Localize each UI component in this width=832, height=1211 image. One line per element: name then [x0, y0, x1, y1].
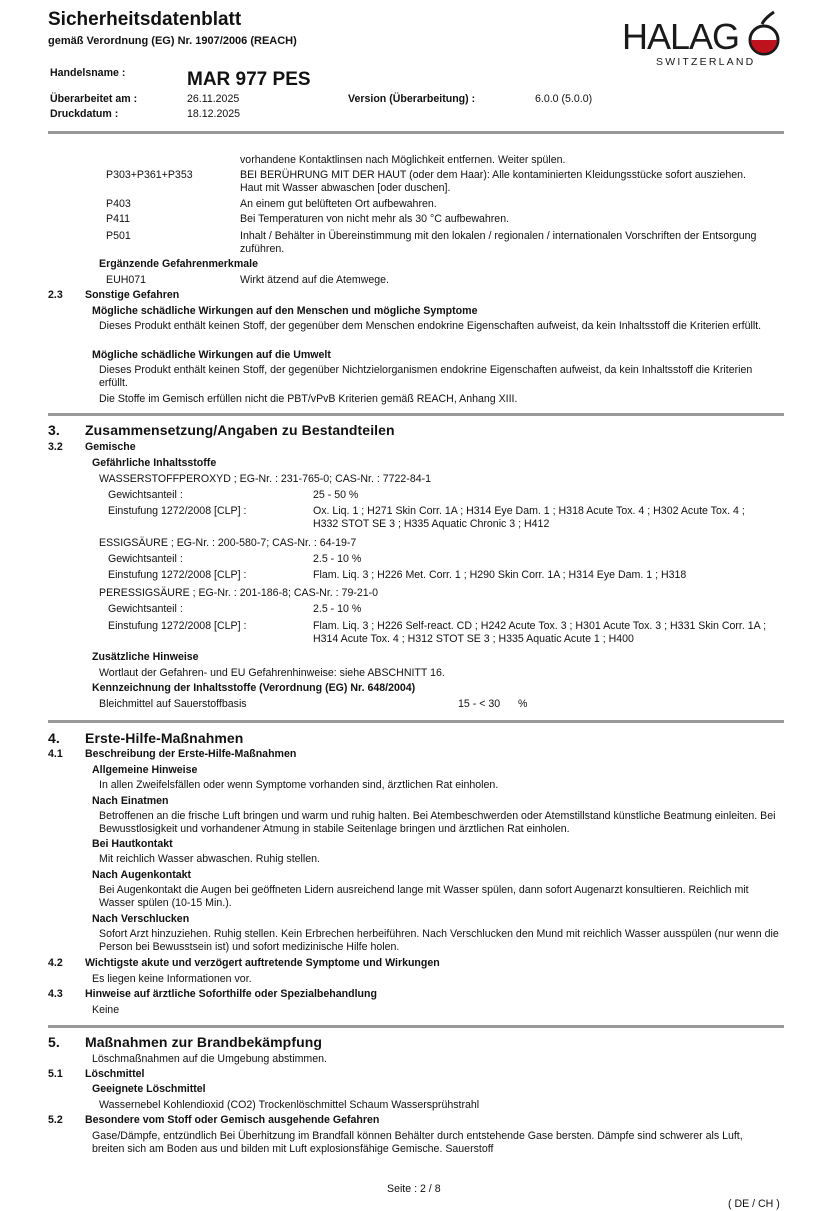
section-number: 4.2	[48, 957, 63, 969]
text-inhalation: Betroffenen an die frische Luft bringen und warm und ruhig halten. Bei Atembeschwerden oder Atemstillstand künstliche Beatmung einleiten. Bei Bewusstlosigkeit und vorhandener Atmung in stabile Seitenlage bringen und ärztlichen Rat einholen.	[99, 810, 776, 835]
section-number: 5.1	[48, 1068, 63, 1080]
section-heading: Besondere vom Stoff oder Gemisch ausgehende Gefahren	[85, 1114, 380, 1126]
section-number: 3.	[48, 422, 60, 438]
weight-value: 25 - 50 %	[313, 489, 359, 501]
version-label: Version (Überarbeitung) :	[348, 93, 476, 105]
weight-value: 2.5 - 10 %	[313, 553, 362, 565]
labelling-unit: %	[518, 698, 528, 710]
section-divider	[48, 413, 784, 416]
trade-name: MAR 977 PES	[187, 69, 311, 90]
weight-value: 2.5 - 10 %	[313, 603, 362, 615]
page-number: Seite : 2 / 8	[387, 1183, 441, 1195]
section-number: 4.	[48, 730, 60, 746]
class-value: Flam. Liq. 3 ; H226 Met. Corr. 1 ; H290 Skin Corr. 1A ; H314 Eye Dam. 1 ; H318	[313, 569, 687, 581]
class-value: Ox. Liq. 1 ; H271 Skin Corr. 1A ; H314 Eye Dam. 1 ; H318 Acute Tox. 4 ; H302 Acute Tox. 4 ; H332 STOT SE 3 ; H335 Aquatic Chronic 3 ; H412	[313, 505, 745, 530]
logo-country-text: SWITZERLAND	[656, 56, 756, 68]
section-number: 4.1	[48, 748, 63, 760]
text-pbt: Die Stoffe im Gemisch erfüllen nicht die PBT/vPvB Kriterien gemäß REACH, Anhang XIII.	[99, 393, 518, 405]
subheading-additional: Zusätzliche Hinweise	[92, 651, 199, 663]
weight-label: Gewichtsanteil :	[108, 553, 183, 565]
text-symptoms: Es liegen keine Informationen vor.	[92, 973, 252, 985]
document-title: Sicherheitsdatenblatt	[48, 9, 242, 30]
section-number: 2.3	[48, 289, 63, 301]
precaution-continuation: vorhandene Kontaktlinsen nach Möglichkeit entfernen. Weiter spülen.	[240, 154, 566, 166]
section-heading: Hinweise auf ärztliche Soforthilfe oder Spezialbehandlung	[85, 988, 377, 1000]
subheading-eye: Nach Augenkontakt	[92, 869, 192, 881]
p-text: BEI BERÜHRUNG MIT DER HAUT (oder dem Haar): Alle kontaminierten Kleidungsstücke sofort ausziehen. Haut mit Wasser abwaschen [oder duschen].	[240, 169, 746, 194]
subheading-environment: Mögliche schädliche Wirkungen auf die Umwelt	[92, 349, 331, 361]
class-value: Flam. Liq. 3 ; H226 Self-react. CD ; H242 Acute Tox. 3 ; H301 Acute Tox. 3 ; H331 Skin Corr. 1A ; H314 Acute Tox. 4 ; H312 STOT SE 3 ; H335 Aquatic Acute 1 ; H400	[313, 620, 767, 645]
labelling-item: Bleichmittel auf Sauerstoffbasis	[99, 698, 247, 710]
section-number: 3.2	[48, 441, 63, 453]
text-swallowing: Sofort Arzt hinzuziehen. Ruhig stellen. Kein Erbrechen herbeiführen. Nach Verschlucken den Mund mit reichlich Wasser ausspülen (nur wenn die Person bei Bewusstsein ist) und sofort medizinische Hilfe holen.	[99, 928, 779, 953]
text-additional: Wortlaut der Gefahren- und EU Gefahrenhinweise: siehe ABSCHNITT 16.	[99, 667, 445, 679]
text-intro: Löschmaßnahmen auf die Umgebung abstimmen.	[92, 1053, 327, 1065]
logo-brand-text: HALAG	[622, 16, 740, 57]
revised-date: 26.11.2025	[187, 93, 240, 105]
p-code: P303+P361+P353	[106, 169, 193, 181]
locale-label: ( DE / CH )	[728, 1198, 780, 1210]
section-title: Erste-Hilfe-Maßnahmen	[85, 730, 244, 746]
subheading-swallowing: Nach Verschlucken	[92, 913, 190, 925]
class-label: Einstufung 1272/2008 [CLP] :	[108, 505, 247, 517]
text-treatment: Keine	[92, 1004, 120, 1016]
p-text: Bei Temperaturen von nicht mehr als 30 °C aufbewahren.	[240, 213, 510, 225]
print-date: 18.12.2025	[187, 108, 241, 120]
subheading-human: Mögliche schädliche Wirkungen auf den Menschen und mögliche Symptome	[92, 305, 478, 317]
logo-drop-icon	[746, 10, 784, 56]
trade-name-label: Handelsname :	[50, 67, 126, 79]
euh-code: EUH071	[106, 274, 147, 286]
section-number: 5.	[48, 1034, 60, 1050]
text-skin: Mit reichlich Wasser abwaschen. Ruhig stellen.	[99, 853, 320, 865]
euh-text: Wirkt ätzend auf die Atemwege.	[240, 274, 389, 286]
section-heading: Beschreibung der Erste-Hilfe-Maßnahmen	[85, 748, 297, 760]
text-environment: Dieses Produkt enthält keinen Stoff, der gegenüber Nichtzielorganismen endokrine Eigenschaften aufweist, da kein Inhaltsstoff die Kriterien erfüllt.	[99, 364, 753, 389]
substance-name: ESSIGSÄURE ; EG-Nr. : 200-580-7; CAS-Nr. : 64-19-7	[99, 537, 357, 549]
subheading-hazardous: Gefährliche Inhaltsstoffe	[92, 457, 217, 469]
version-value: 6.0.0 (5.0.0)	[535, 93, 593, 105]
section-heading: Sonstige Gefahren	[85, 289, 180, 301]
subheading-inhalation: Nach Einatmen	[92, 795, 169, 807]
weight-label: Gewichtsanteil :	[108, 489, 183, 501]
text-suitable: Wassernebel Kohlendioxid (CO2) Trockenlöschmittel Schaum Wassersprühstrahl	[99, 1099, 480, 1111]
subheading-skin: Bei Hautkontakt	[92, 838, 173, 850]
weight-label: Gewichtsanteil :	[108, 603, 183, 615]
section-divider	[48, 720, 784, 723]
p-code: P403	[106, 198, 131, 210]
subheading-suitable: Geeignete Löschmittel	[92, 1083, 206, 1095]
p-code: P411	[106, 213, 130, 225]
section-number: 4.3	[48, 988, 63, 1000]
class-label: Einstufung 1272/2008 [CLP] :	[108, 620, 247, 632]
text-hazards: Gase/Dämpfe, entzündlich Bei Überhitzung im Brandfall können Behälter durch entstehende Gase bersten. Dämpfe sind schwerer als Luft, breiten sich am Boden aus und bilden mit Luft explosionsfähige Gemische. Sauerstoff	[92, 1130, 743, 1155]
p-text: An einem gut belüfteten Ort aufbewahren.	[240, 198, 437, 210]
section-divider	[48, 1025, 784, 1028]
section-number: 5.2	[48, 1114, 63, 1126]
text-eye: Bei Augenkontakt die Augen bei geöffneten Lidern ausreichend lange mit Wasser spülen, dann sofort Augenarzt konsultieren. Reichlich mit Wasser spülen (10-15 Min.).	[99, 884, 749, 909]
section-heading: Wichtigste akute und verzögert auftretende Symptome und Wirkungen	[85, 957, 440, 969]
substance-name: PERESSIGSÄURE ; EG-Nr. : 201-186-8; CAS-Nr. : 79-21-0	[99, 587, 379, 599]
p-code: P501	[106, 230, 131, 242]
text-human: Dieses Produkt enthält keinen Stoff, der gegenüber dem Menschen endokrine Eigenschaften aufweist, da kein Inhaltsstoff die Kriterien erfüllt.	[99, 320, 762, 332]
text-general: In allen Zweifelsfällen oder wenn Symptome vorhanden sind, ärztlichen Rat einholen.	[99, 779, 499, 791]
p-text: Inhalt / Behälter in Übereinstimmung mit den lokalen / regionalen / internationalen Vorschriften der Entsorgung zuführen.	[240, 230, 757, 255]
halag-logo	[622, 10, 786, 72]
subheading-general: Allgemeine Hinweise	[92, 764, 198, 776]
substance-name: WASSERSTOFFPEROXYD ; EG-Nr. : 231-765-0; CAS-Nr. : 7722-84-1	[99, 473, 432, 485]
subheading-labelling: Kennzeichnung der Inhaltsstoffe (Verordnung (EG) Nr. 648/2004)	[92, 682, 416, 694]
section-heading: Gemische	[85, 441, 136, 453]
class-label: Einstufung 1272/2008 [CLP] :	[108, 569, 247, 581]
section-title: Maßnahmen zur Brandbekämpfung	[85, 1034, 323, 1050]
section-heading: Löschmittel	[85, 1068, 145, 1080]
print-date-label: Druckdatum :	[50, 108, 119, 120]
header-divider	[48, 131, 784, 134]
labelling-range: 15 - < 30	[458, 698, 501, 710]
revised-label: Überarbeitet am :	[50, 93, 138, 105]
document-subtitle: gemäß Verordnung (EG) Nr. 1907/2006 (REACH)	[48, 35, 297, 47]
section-title: Zusammensetzung/Angaben zu Bestandteilen	[85, 422, 395, 438]
supplementary-hazards-heading: Ergänzende Gefahrenmerkmale	[99, 258, 258, 270]
